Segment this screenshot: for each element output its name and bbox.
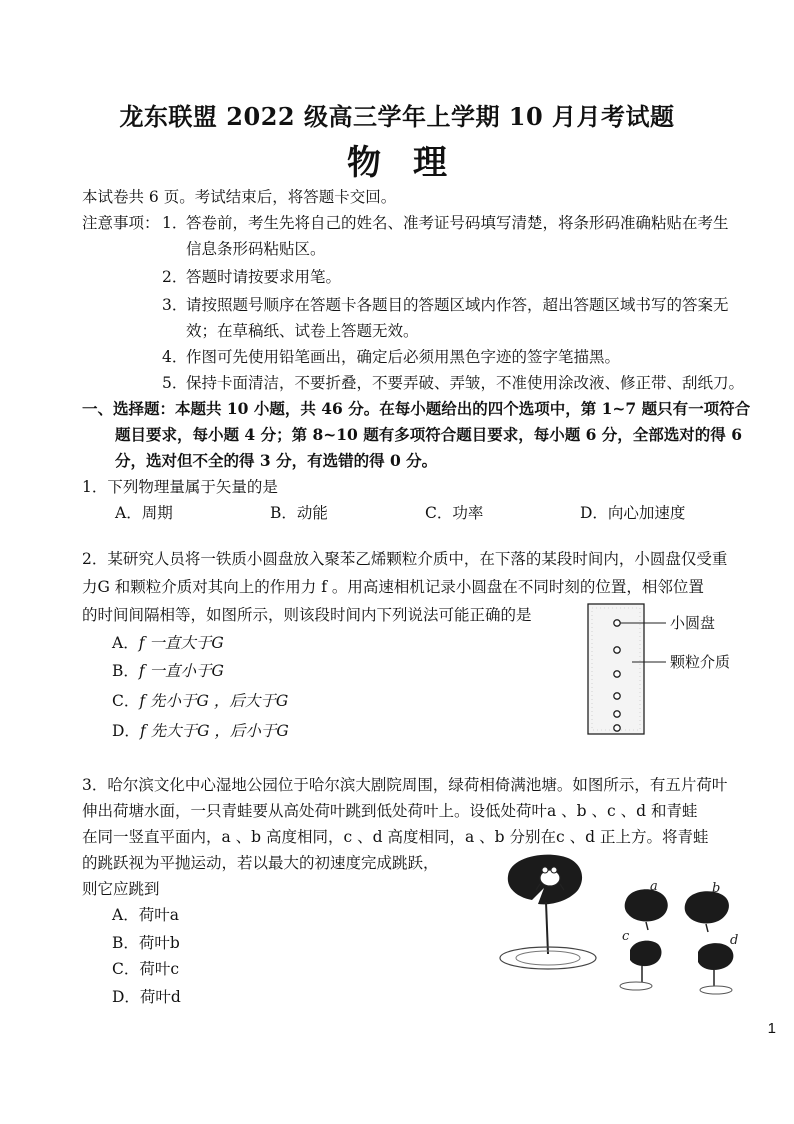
q2-option-b	[112, 660, 224, 682]
q2-option-b-letter: B．	[112, 662, 139, 680]
note-4-line-1: 作图可先使用铅笔画出，确定后必须用黑色字迹的签字笔描黑。	[186, 348, 621, 366]
label-disc: 小圆盘	[670, 614, 716, 632]
note-2-num: 2．	[162, 268, 188, 286]
q2-option-a	[112, 632, 224, 654]
q3-option-b: B．荷叶b	[112, 934, 180, 952]
q3-line-3: 在同一竖直平面内，a 、b 高度相同，c 、d 高度相同，a 、b 分别在c 、d 正上方。将青蛙	[82, 828, 709, 846]
q2-line-3: 的时间间隔相等，如图所示，则该段时间内下列说法可能正确的是	[82, 606, 532, 624]
q3-line-1: 3．哈尔滨文化中心湿地公园位于哈尔滨大剧院周围，绿荷相倚满池塘。如图所示，有五片荷叶	[82, 776, 728, 794]
note-1-line-2: 信息条形码粘贴区。	[186, 240, 326, 258]
q2-option-d	[112, 720, 289, 742]
section1-line-3: 分，选对但不全的得 3 分，有选错的得 0 分。	[115, 451, 438, 470]
q3-line-2: 伸出荷塘水面，一只青蛙要从高处荷叶跳到低处荷叶上。设低处荷叶a 、b 、c 、d 和青蛙	[82, 802, 698, 820]
q2-option-c-text: f 先小于G ，后大于G	[139, 692, 289, 710]
note-2-line-1: 答题时请按要求用笔。	[186, 268, 342, 286]
notes-label: 注意事项：	[82, 214, 160, 232]
page-number: 1	[767, 1020, 776, 1037]
q2-option-b-text: f 一直小于G	[138, 662, 224, 680]
disc-position-3	[614, 671, 620, 677]
q3-option-c: C．荷叶c	[112, 960, 180, 978]
note-3-line-2: 效；在草稿纸、试卷上答题无效。	[186, 322, 419, 340]
q3-line-4: 的跳跃视为平抛运动，若以最大的初速度完成跳跃，	[82, 854, 439, 872]
label-c: c	[622, 929, 630, 944]
q2-line-1: 2．某研究人员将一铁质小圆盘放入聚苯乙烯颗粒介质中，在下落的某段时间内，小圆盘仅受重	[82, 550, 728, 568]
q2-option-c-letter: C．	[112, 692, 140, 710]
label-b: b	[712, 881, 721, 896]
q2-line-2: 力G 和颗粒介质对其向上的作用力 f 。用高速相机记录小圆盘在不同时刻的位置，相邻位置	[82, 578, 704, 596]
q2-option-d-text: f 先大于G ，后小于G	[139, 722, 289, 740]
q3-figure	[490, 848, 770, 1008]
subject-title: 物理	[347, 143, 479, 183]
lotus-leaf-c	[620, 941, 661, 990]
exam-title: 龙东联盟 2022 级高三学年上学期 10 月月考试题	[119, 102, 675, 131]
note-3-num: 3．	[162, 296, 188, 314]
disc-position-4	[614, 693, 620, 699]
q1-stem: 1．下列物理量属于矢量的是	[82, 478, 278, 496]
q2-figure	[580, 600, 760, 740]
lotus-leaf-a	[625, 889, 668, 930]
intro-text: 本试卷共 6 页。考试结束后，将答题卡交回。	[82, 188, 397, 206]
note-4-num: 4．	[162, 348, 188, 366]
disc-position-1	[614, 620, 620, 626]
q2-option-c	[112, 690, 288, 712]
q1-option-d: D．向心加速度	[580, 504, 686, 522]
section1-line-2: 题目要求，每小题 4 分；第 8~10 题有多项符合题目要求，每小题 6 分，全部选对的得 6	[115, 425, 742, 444]
lotus-leaf-b	[685, 891, 729, 932]
q2-option-a-text: f 一直大于G	[138, 634, 224, 652]
q1-option-a: A．周期	[115, 504, 173, 522]
q3-option-a: A．荷叶a	[112, 906, 179, 924]
lotus-leaf-d	[698, 943, 733, 994]
note-3-line-1: 请按照题号顺序在答题卡各题目的答题区域内作答，超出答题区域书写的答案无	[186, 296, 729, 314]
q3-option-d: D．荷叶d	[112, 988, 181, 1006]
note-5-line-1: 保持卡面清洁，不要折叠，不要弄破、弄皱，不准使用涂改液、修正带、刮纸刀。	[186, 374, 745, 392]
label-a: a	[650, 879, 658, 894]
q2-option-a-letter: A．	[112, 634, 139, 652]
disc-position-6	[614, 725, 620, 731]
q1-option-c: C．功率	[425, 504, 484, 522]
label-medium: 颗粒介质	[670, 653, 731, 671]
q3-line-5: 则它应跳到	[82, 880, 160, 898]
section1-line-1: 一、选择题：本题共 10 小题，共 46 分。在每小题给出的四个选项中，第 1~7 题只有一项符合	[82, 399, 751, 418]
q1-option-b: B．动能	[270, 504, 328, 522]
disc-position-5	[614, 711, 620, 717]
note-5-num: 5．	[162, 374, 188, 392]
label-d: d	[730, 933, 739, 948]
note-1-num: 1．	[162, 214, 188, 232]
note-1-line-1: 答卷前，考生先将自己的姓名、准考证号码填写清楚，将条形码准确粘贴在考生	[186, 214, 729, 232]
disc-position-2	[614, 647, 620, 653]
q2-option-d-letter: D．	[112, 722, 140, 740]
